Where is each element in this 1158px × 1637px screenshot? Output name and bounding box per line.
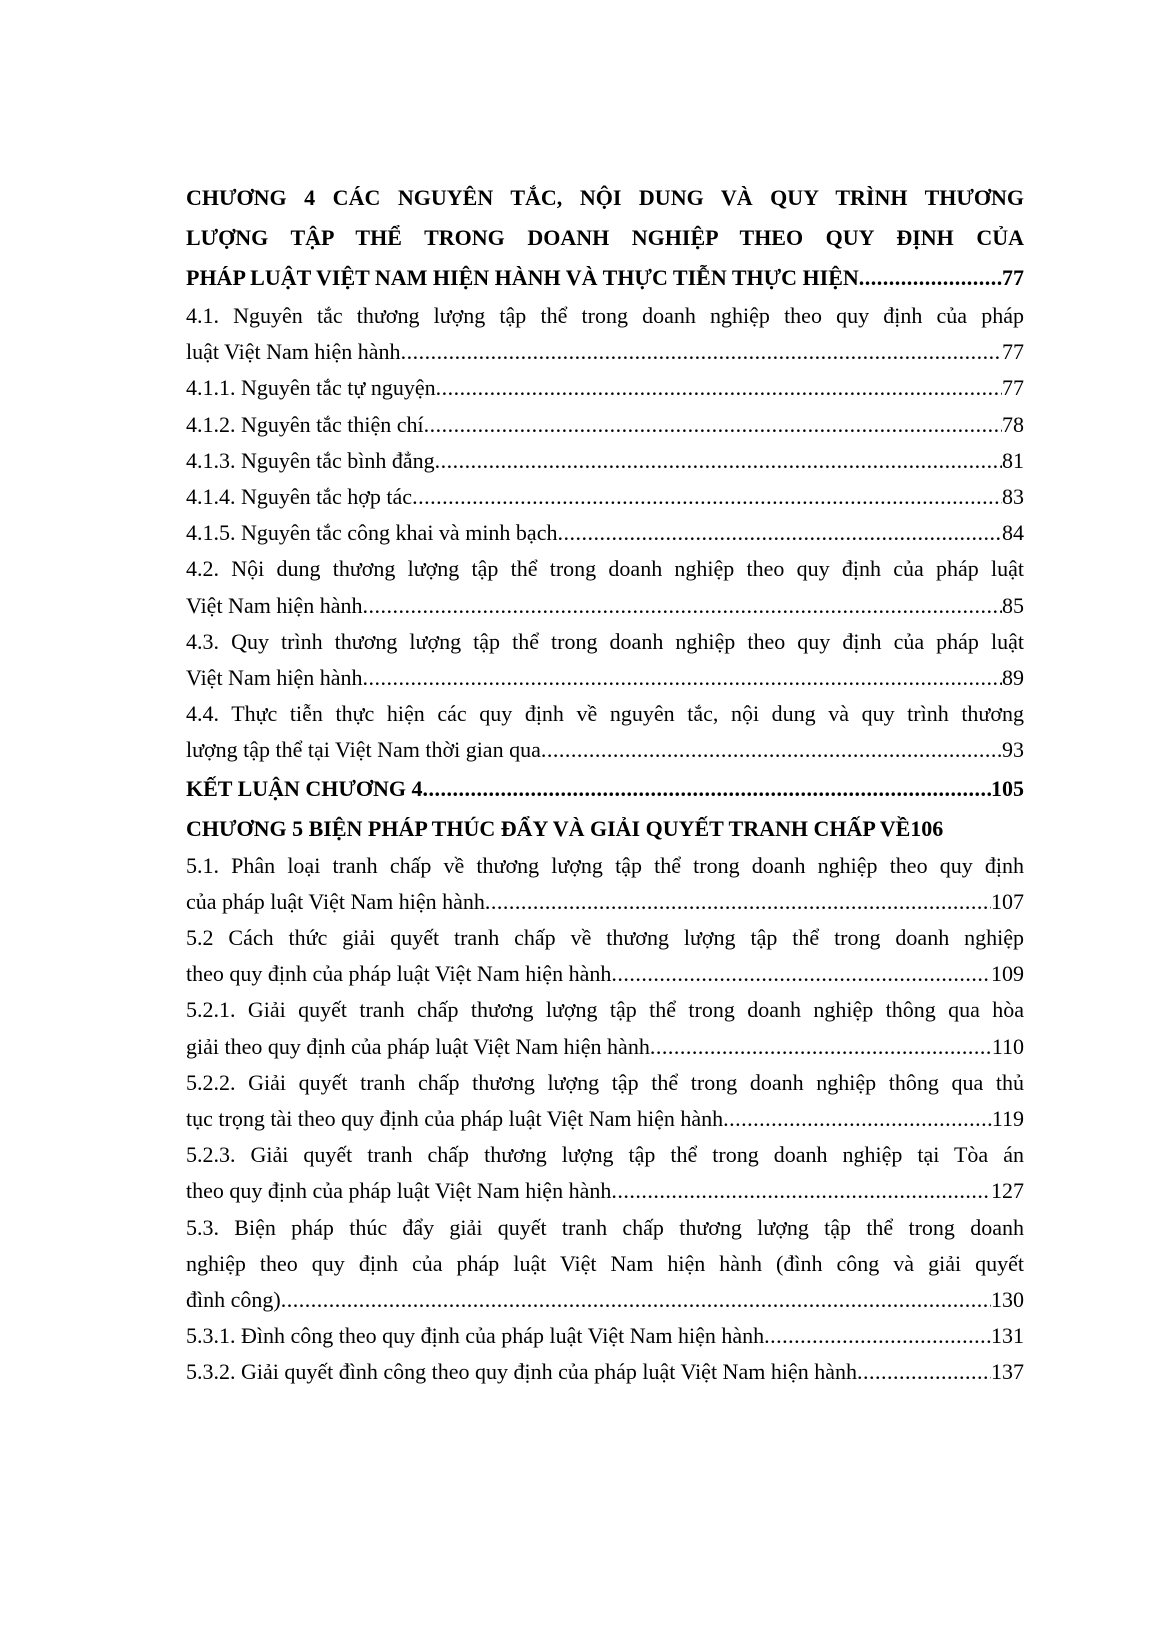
toc-entry-5-2-2[interactable] bbox=[186, 1065, 1024, 1137]
toc-page-number: 106 bbox=[910, 815, 944, 841]
toc-entry-text: tục trọng tài theo quy định của pháp luật Việt Nam hiện hành bbox=[186, 1106, 724, 1132]
toc-leader-dots bbox=[650, 1029, 992, 1065]
toc-entry-text: KẾT LUẬN CHƯƠNG 4 bbox=[186, 775, 423, 801]
toc-leader-dots bbox=[485, 884, 991, 920]
toc-entry-text: theo quy định của pháp luật Việt Nam hiện hành bbox=[186, 961, 612, 987]
toc-entry-5-3-2[interactable] bbox=[186, 1354, 1024, 1390]
toc-leader-dots bbox=[424, 407, 1002, 443]
toc-leader-dots bbox=[723, 1101, 992, 1137]
toc-entry-text: Việt Nam hiện hành bbox=[186, 665, 363, 691]
toc-leader-dots bbox=[362, 660, 1002, 696]
toc-entry-4-1-3[interactable] bbox=[186, 443, 1024, 479]
toc-entry-4-4[interactable] bbox=[186, 696, 1024, 768]
toc-leader-dots bbox=[362, 588, 1002, 624]
toc-entry-text: 4.1. Nguyên tắc thương lượng tập thể trong doanh nghiệp theo quy định của pháp bbox=[186, 303, 1024, 328]
toc-entry-text: theo quy định của pháp luật Việt Nam hiện hành bbox=[186, 1178, 612, 1204]
toc-entry-conclusion-chapter-4[interactable] bbox=[186, 769, 1024, 809]
toc-page-number: 85 bbox=[1002, 592, 1024, 618]
toc-leader-dots bbox=[423, 769, 991, 809]
toc-page-number: 137 bbox=[991, 1359, 1024, 1385]
toc-leader-dots bbox=[401, 334, 1002, 370]
toc-entry-text: Việt Nam hiện hành bbox=[186, 592, 363, 618]
toc-page-number: 119 bbox=[991, 1106, 1024, 1132]
toc-entry-5-2-1[interactable] bbox=[186, 992, 1024, 1064]
toc-entry-text: 5.3. Biện pháp thúc đẩy giải quyết tranh chấp thương lượng tập thể trong doanh bbox=[186, 1214, 1024, 1240]
toc-entry-text: 5.2 Cách thức giải quyết tranh chấp về thương lượng tập thể trong doanh nghiệp bbox=[186, 925, 1024, 951]
toc-entry-text: nghiệp theo quy định của pháp luật Việt Nam hiện hành (đình công và giải quyết bbox=[186, 1250, 1024, 1276]
toc-leader-dots bbox=[611, 956, 991, 992]
toc-entry-text: 4.1.5. Nguyên tắc công khai và minh bạch bbox=[186, 520, 558, 546]
toc-entry-text: giải theo quy định của pháp luật Việt Nam hiện hành bbox=[186, 1033, 650, 1059]
toc-entry-4-1-2[interactable] bbox=[186, 407, 1024, 443]
toc-entry-4-1-1[interactable] bbox=[186, 370, 1024, 406]
toc-entry-5-3[interactable] bbox=[186, 1210, 1024, 1319]
toc-leader-dots bbox=[436, 370, 1002, 406]
toc-page-number: 105 bbox=[991, 775, 1024, 801]
toc-entry-text: 4.2. Nội dung thương lượng tập thể trong doanh nghiệp theo quy định của pháp luật bbox=[186, 556, 1024, 582]
toc-entry-text: 4.1.2. Nguyên tắc thiện chí bbox=[186, 411, 424, 437]
toc-page-number: 77 bbox=[1002, 339, 1024, 365]
toc-entry-text: CHƯƠNG 4 CÁC NGUYÊN TẮC, NỘI DUNG VÀ QUY TRÌNH THƯƠNG bbox=[186, 185, 1024, 210]
toc-entry-4-1-5[interactable] bbox=[186, 515, 1024, 551]
toc-page-number: 127 bbox=[991, 1178, 1024, 1204]
toc-entry-text: CHƯƠNG 5 BIỆN PHÁP THÚC ĐẨY VÀ GIẢI QUYẾT TRANH CHẤP VỀ bbox=[186, 815, 911, 841]
toc-entry-5-2-3[interactable] bbox=[186, 1137, 1024, 1209]
toc-entry-text: đình công) bbox=[186, 1287, 281, 1313]
toc-entry-text: 5.3.2. Giải quyết đình công theo quy định của pháp luật Việt Nam hiện hành bbox=[186, 1359, 857, 1385]
toc-entry-4-1-4[interactable] bbox=[186, 479, 1024, 515]
toc-entry-text: 5.1. Phân loại tranh chấp về thương lượng tập thể trong doanh nghiệp theo quy định bbox=[186, 852, 1024, 878]
toc-entry-text: 5.2.3. Giải quyết tranh chấp thương lượng tập thể trong doanh nghiệp tại Tòa án bbox=[186, 1142, 1024, 1168]
toc-leader-dots bbox=[281, 1282, 991, 1318]
toc-entry-text: 5.3.1. Đình công theo quy định của pháp luật Việt Nam hiện hành bbox=[186, 1323, 765, 1349]
toc-entry-text: 5.2.2. Giải quyết tranh chấp thương lượng tập thể trong doanh nghiệp thông qua thủ bbox=[186, 1069, 1024, 1095]
toc-entry-4-2[interactable] bbox=[186, 551, 1024, 623]
toc-page-number: 83 bbox=[1002, 484, 1024, 510]
toc-entry-5-1[interactable] bbox=[186, 848, 1024, 920]
toc-entry-text: lượng tập thể tại Việt Nam thời gian qua bbox=[186, 737, 541, 763]
toc-entry-text: 4.1.3. Nguyên tắc bình đẳng bbox=[186, 447, 435, 473]
toc-page-number: 107 bbox=[991, 888, 1024, 914]
toc-entry-chapter-5[interactable] bbox=[186, 809, 1024, 849]
toc-page-number: 77 bbox=[1002, 375, 1024, 401]
toc-entry-text: luật Việt Nam hiện hành bbox=[186, 339, 401, 365]
toc-entry-4-1[interactable] bbox=[186, 298, 1024, 370]
toc-page-number: 93 bbox=[1002, 737, 1024, 763]
toc-entry-text: PHÁP LUẬT VIỆT NAM HIỆN HÀNH VÀ THỰC TIỄN THỰC HIỆN bbox=[186, 265, 859, 290]
toc-leader-dots bbox=[611, 1173, 991, 1209]
toc-leader-dots bbox=[764, 1318, 991, 1354]
toc-leader-dots bbox=[857, 1354, 991, 1390]
toc-entry-4-3[interactable] bbox=[186, 624, 1024, 696]
table-of-contents bbox=[186, 178, 1024, 1391]
toc-page-number: 109 bbox=[991, 961, 1024, 987]
toc-leader-dots bbox=[435, 443, 1002, 479]
toc-leader-dots bbox=[859, 258, 1002, 298]
toc-entry-chapter-4[interactable] bbox=[186, 178, 1024, 298]
toc-entry-text: 4.4. Thực tiễn thực hiện các quy định về nguyên tắc, nội dung và quy trình thương bbox=[186, 701, 1024, 727]
toc-leader-dots bbox=[557, 515, 1002, 551]
toc-entry-text: của pháp luật Việt Nam hiện hành bbox=[186, 888, 485, 914]
toc-page-number: 78 bbox=[1002, 411, 1024, 437]
toc-entry-text: 5.2.1. Giải quyết tranh chấp thương lượng tập thể trong doanh nghiệp thông qua hòa bbox=[186, 997, 1024, 1023]
toc-page-number: 77 bbox=[1002, 265, 1024, 290]
toc-page-number: 130 bbox=[991, 1287, 1024, 1313]
toc-leader-dots bbox=[541, 732, 1002, 768]
toc-page-number: 110 bbox=[991, 1033, 1024, 1059]
toc-leader-dots bbox=[412, 479, 1002, 515]
toc-entry-text: 4.3. Quy trình thương lượng tập thể trong doanh nghiệp theo quy định của pháp luật bbox=[186, 628, 1024, 654]
toc-entry-5-2[interactable] bbox=[186, 920, 1024, 992]
toc-page-number: 81 bbox=[1002, 447, 1024, 473]
toc-page-number: 89 bbox=[1002, 665, 1024, 691]
toc-page-number: 131 bbox=[991, 1323, 1024, 1349]
toc-page-number: 84 bbox=[1002, 520, 1024, 546]
toc-entry-text: 4.1.1. Nguyên tắc tự nguyện bbox=[186, 375, 436, 401]
toc-entry-5-3-1[interactable] bbox=[186, 1318, 1024, 1354]
toc-entry-text: LƯỢNG TẬP THỂ TRONG DOANH NGHIỆP THEO QUY ĐỊNH CỦA bbox=[186, 225, 1024, 250]
toc-entry-text: 4.1.4. Nguyên tắc hợp tác bbox=[186, 484, 413, 510]
